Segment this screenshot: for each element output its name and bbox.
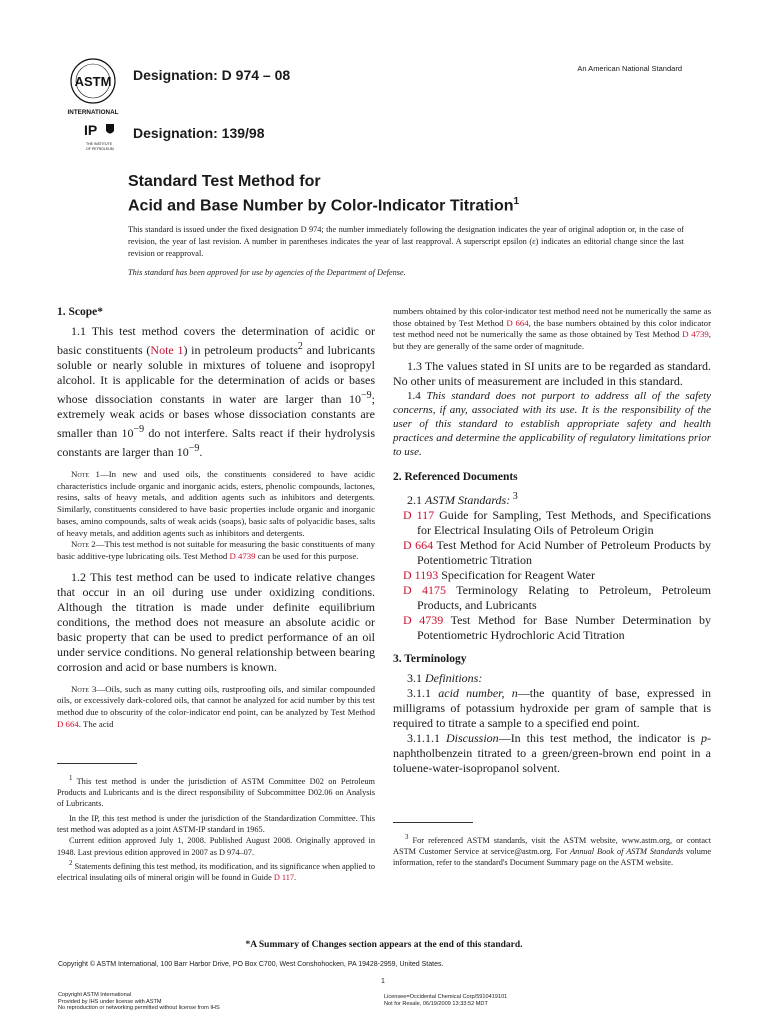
left-column bbox=[57, 306, 375, 730]
designation-ip: Designation: 139/98 bbox=[133, 125, 265, 141]
section-terminology-heading: 3. Terminology bbox=[393, 652, 467, 665]
svg-text:INTERNATIONAL: INTERNATIONAL bbox=[67, 109, 119, 116]
referenced-standard-item: D 4175 Terminology Relating to Petroleum, Petroleum Products, and Lubricants bbox=[403, 582, 711, 612]
ip-logo bbox=[84, 121, 134, 155]
footnote-1c: Current edition approved July 1, 2008. Published August 2008. Originally approved in 1948. Last previous edition approved in 2007 as D 974–07. bbox=[57, 836, 375, 857]
right-footnotes bbox=[393, 832, 711, 869]
note-1-link[interactable]: Note 1 bbox=[150, 343, 184, 357]
summary-of-changes-note: *A Summary of Changes section appears at the end of this standard. bbox=[245, 940, 523, 950]
standard-code-link[interactable]: D 117 bbox=[403, 507, 435, 522]
footnote-2: $^2$ Statements defining this test method, its modification, and its significance when applied to electrical insulating oils of mineral origin will be found in Guide D 117. bbox=[57, 859, 376, 882]
paragraph-1-3: 1.3 The values stated in SI units are to be regarded as standard. No other units of measurement are included in this standard. bbox=[393, 358, 711, 388]
right-column bbox=[393, 306, 711, 776]
d4739-link[interactable]: D 4739 bbox=[229, 550, 256, 561]
title-footnote-ref: 1 bbox=[513, 196, 520, 207]
license-footer-right: Licensee=Occidental Chemical Corp/5910419101 Not for Resale, 06/19/2009 13:33:52 MDT bbox=[384, 994, 508, 1007]
title-line-2: Acid and Base Number by Color-Indicator Titration$^1$ bbox=[128, 196, 520, 215]
designation-astm: Designation: D 974 – 08 bbox=[133, 67, 291, 83]
american-national-standard: An American National Standard bbox=[577, 64, 682, 73]
paragraph-3-1-1-1: 3.1.1.1 Discussion—In this test method, the indicator is p-naphtholbenzein titrated to a green/green-brown end point in a toluene-water-isopropanol solvent. bbox=[393, 730, 712, 775]
paragraph-1-4: 1.4 This standard does not purport to address all of the safety concerns, if any, associated with its use. It is the responsibility of the user of this standard to establish appropriate safety and health practices and determine the applicability of regulatory limitations prior to use. bbox=[393, 389, 712, 458]
referenced-standard-item: D 1193 Specification for Reagent Water bbox=[403, 567, 595, 582]
note-1: Note 1—In new and used oils, the constituents considered to have acidic characteristics include organic and inorganic acids, esters, phenolic compounds, lactones, resins, salts of heavy metals, and addition agents such as inhibitors and detergents. Similarly, constituents considered to have basic properties include organic and inorganic bases, amino compounds, salts of weak acids (soaps), basic salts of polyacidic bases, salts of heavy metals, and addition agents such as inhibitors and detergents. bbox=[57, 469, 375, 538]
standard-code-link[interactable]: D 4739 bbox=[403, 612, 444, 627]
svg-text:ASTM: ASTM bbox=[74, 74, 112, 89]
section-referenced-documents-heading: 2. Referenced Documents bbox=[393, 470, 518, 483]
referenced-standard-item: D 117 Guide for Sampling, Test Methods, and Specifications for Electrical Insulating Oils of Petroleum Origin bbox=[403, 507, 711, 537]
title-line-1: Standard Test Method for bbox=[128, 173, 321, 190]
issuance-statement bbox=[128, 224, 684, 279]
paragraph-note-3-continued: numbers obtained by this color-indicator test method need not be numerically the same as those obtained by Test Method D 664, the base numbers obtained by this color indicator test method need not be numerically the same as those obtained by Test Method D 4739, but they are generally of the same order of magnitude. bbox=[393, 306, 712, 352]
svg-text:IP: IP bbox=[84, 122, 98, 138]
paragraph-3-1-1: 3.1.1 acid number, n—the quantity of base, expressed in milligrams of potassium hydroxide per gram of sample that is required to titrate a sample to a specified end point. bbox=[393, 685, 711, 730]
svg-text:OF PETROLEUM: OF PETROLEUM bbox=[86, 147, 114, 151]
d664-link-2[interactable]: D 664 bbox=[506, 317, 529, 328]
note-2: Note 2—This test method is not suitable for measuring the basic constituents of many basic additive-type lubricating oils. Test Method D 4739 can be used for this purpose. bbox=[57, 539, 375, 561]
note-3: Note 3—Oils, such as many cutting oils, rustproofing oils, and similar compounded oils, or excessively dark-colored oils, that cannot be analyzed for acid number by this test method due to obscurity of the color-indicator end point, can be analyzed by Test Method D 664. The acid bbox=[57, 683, 375, 729]
dod-approval: This standard has been approved for use by agencies of the Department of Defense. bbox=[128, 267, 406, 277]
document-title bbox=[128, 172, 519, 216]
paragraph-3-1: 3.1 Definitions: bbox=[407, 670, 483, 685]
footnote-1: $^1$ This test method is under the jurisdiction of ASTM Committee D02 on Petroleum Products and Lubricants and is the direct responsibility of Subcommittee D02.06 on Analysis of Lubricants. bbox=[57, 775, 375, 809]
footnote-rule-left bbox=[57, 763, 137, 764]
standard-code-link[interactable]: D 664 bbox=[403, 537, 434, 552]
referenced-standards-list bbox=[393, 508, 711, 643]
section-scope-heading: 1. Scope* bbox=[57, 306, 103, 318]
standard-code-link[interactable]: D 4175 bbox=[403, 582, 447, 597]
paragraph-2-1: 2.1 ASTM Standards: $^3$ bbox=[407, 490, 518, 507]
paragraph-1-1: 1.1 This test method covers the determination of acidic or basic constituents (Note 1) in petroleum products$^2$ and lubricants soluble or nearly soluble in mixtures of toluene and isopropyl alcohol. It is applicable for the determination of acids or bases whose dissociation constants in water are larger than $10^{-9}$; extremely weak acids or bases whose dissociation constants are smaller than $10^{-9}$ do not interfere. Salts react if their hydrolysis constants are larger than $10^{-9}$. bbox=[57, 324, 375, 459]
referenced-standard-item: D 664 Test Method for Acid Number of Petroleum Products by Potentiometric Titration bbox=[403, 537, 712, 567]
d664-link[interactable]: D 664 bbox=[57, 718, 79, 729]
left-footnotes bbox=[57, 773, 375, 883]
astm-logo bbox=[62, 55, 124, 117]
d4739-link-2[interactable]: D 4739 bbox=[682, 329, 709, 340]
copyright-line: Copyright © ASTM International, 100 Barr Harbor Drive, PO Box C700, West Conshohocken, PA 19428-2959, United States. bbox=[58, 961, 444, 968]
footnote-rule-right bbox=[393, 822, 473, 823]
page-number: 1 bbox=[381, 978, 385, 985]
license-footer-left: Copyright ASTM International Provided by IHS under license with ASTM No reproduction or networking permitted without license from IHS bbox=[58, 992, 220, 1012]
footnote-1b: In the IP, this test method is under the jurisdiction of the Standardization Committee. This test method was adopted as a joint ASTM-IP standard in 1965. bbox=[57, 813, 375, 834]
referenced-standard-item: D 4739 Test Method for Base Number Determination by Potentiometric Hydrochloric Acid Titration bbox=[403, 612, 712, 642]
svg-text:THE INSTITUTE: THE INSTITUTE bbox=[86, 142, 113, 146]
paragraph-1-2: 1.2 This test method can be used to indicate relative changes that occur in an oil during use under oxidizing conditions. Although the titration is made under definite equilibrium conditions, the method does not measure an absolute acidic or basic property that can be used to predict performance of an oil under service conditions. No general relationship between bearing corrosion and acid or base numbers is known. bbox=[57, 569, 375, 674]
issuance-text: This standard is issued under the fixed designation D 974; the number immediately following the designation indicates the year of original adoption or, in the case of revision, the year of last revision. A number in parentheses indicates the year of last reapproval. A superscript epsilon (ε) indicates an editorial change since the last revision or reapproval. bbox=[128, 225, 684, 259]
d117-footnote-link[interactable]: D 117 bbox=[273, 872, 295, 882]
standard-code-link[interactable]: D 1193 bbox=[403, 567, 439, 582]
footnote-3: $^3$ For referenced ASTM standards, visit the ASTM website, www.astm.org, or contact ASTM Customer Service at service@astm.org. For Annual Book of ASTM Standards volume information, refer to the standard's Document Summary page on the ASTM website. bbox=[393, 834, 712, 868]
